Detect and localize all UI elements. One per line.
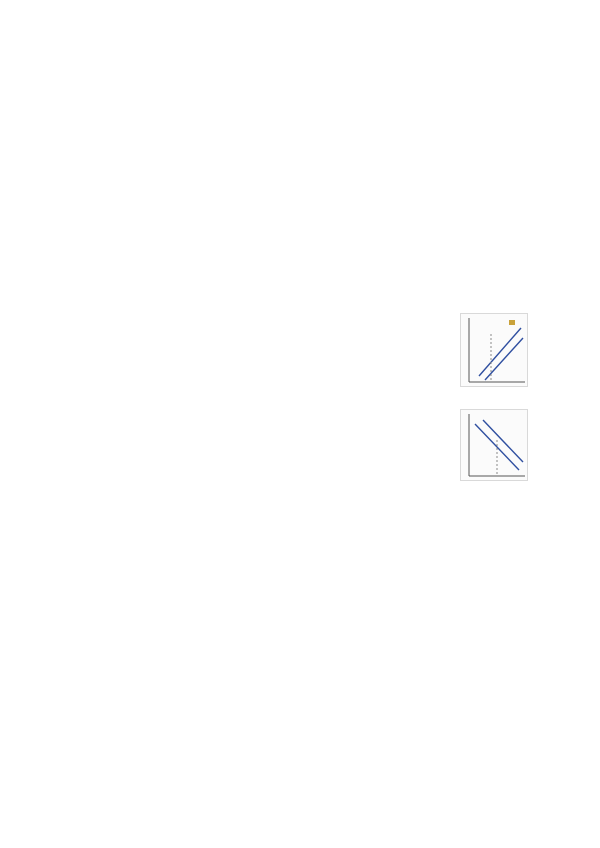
expansive-chart-figure <box>460 313 528 387</box>
fig1-marker <box>509 320 515 325</box>
fig1-line-a <box>479 328 521 376</box>
fig2-line-a <box>475 424 519 470</box>
fig2-line-b <box>483 420 523 462</box>
restrictive-chart-figure <box>460 409 528 481</box>
